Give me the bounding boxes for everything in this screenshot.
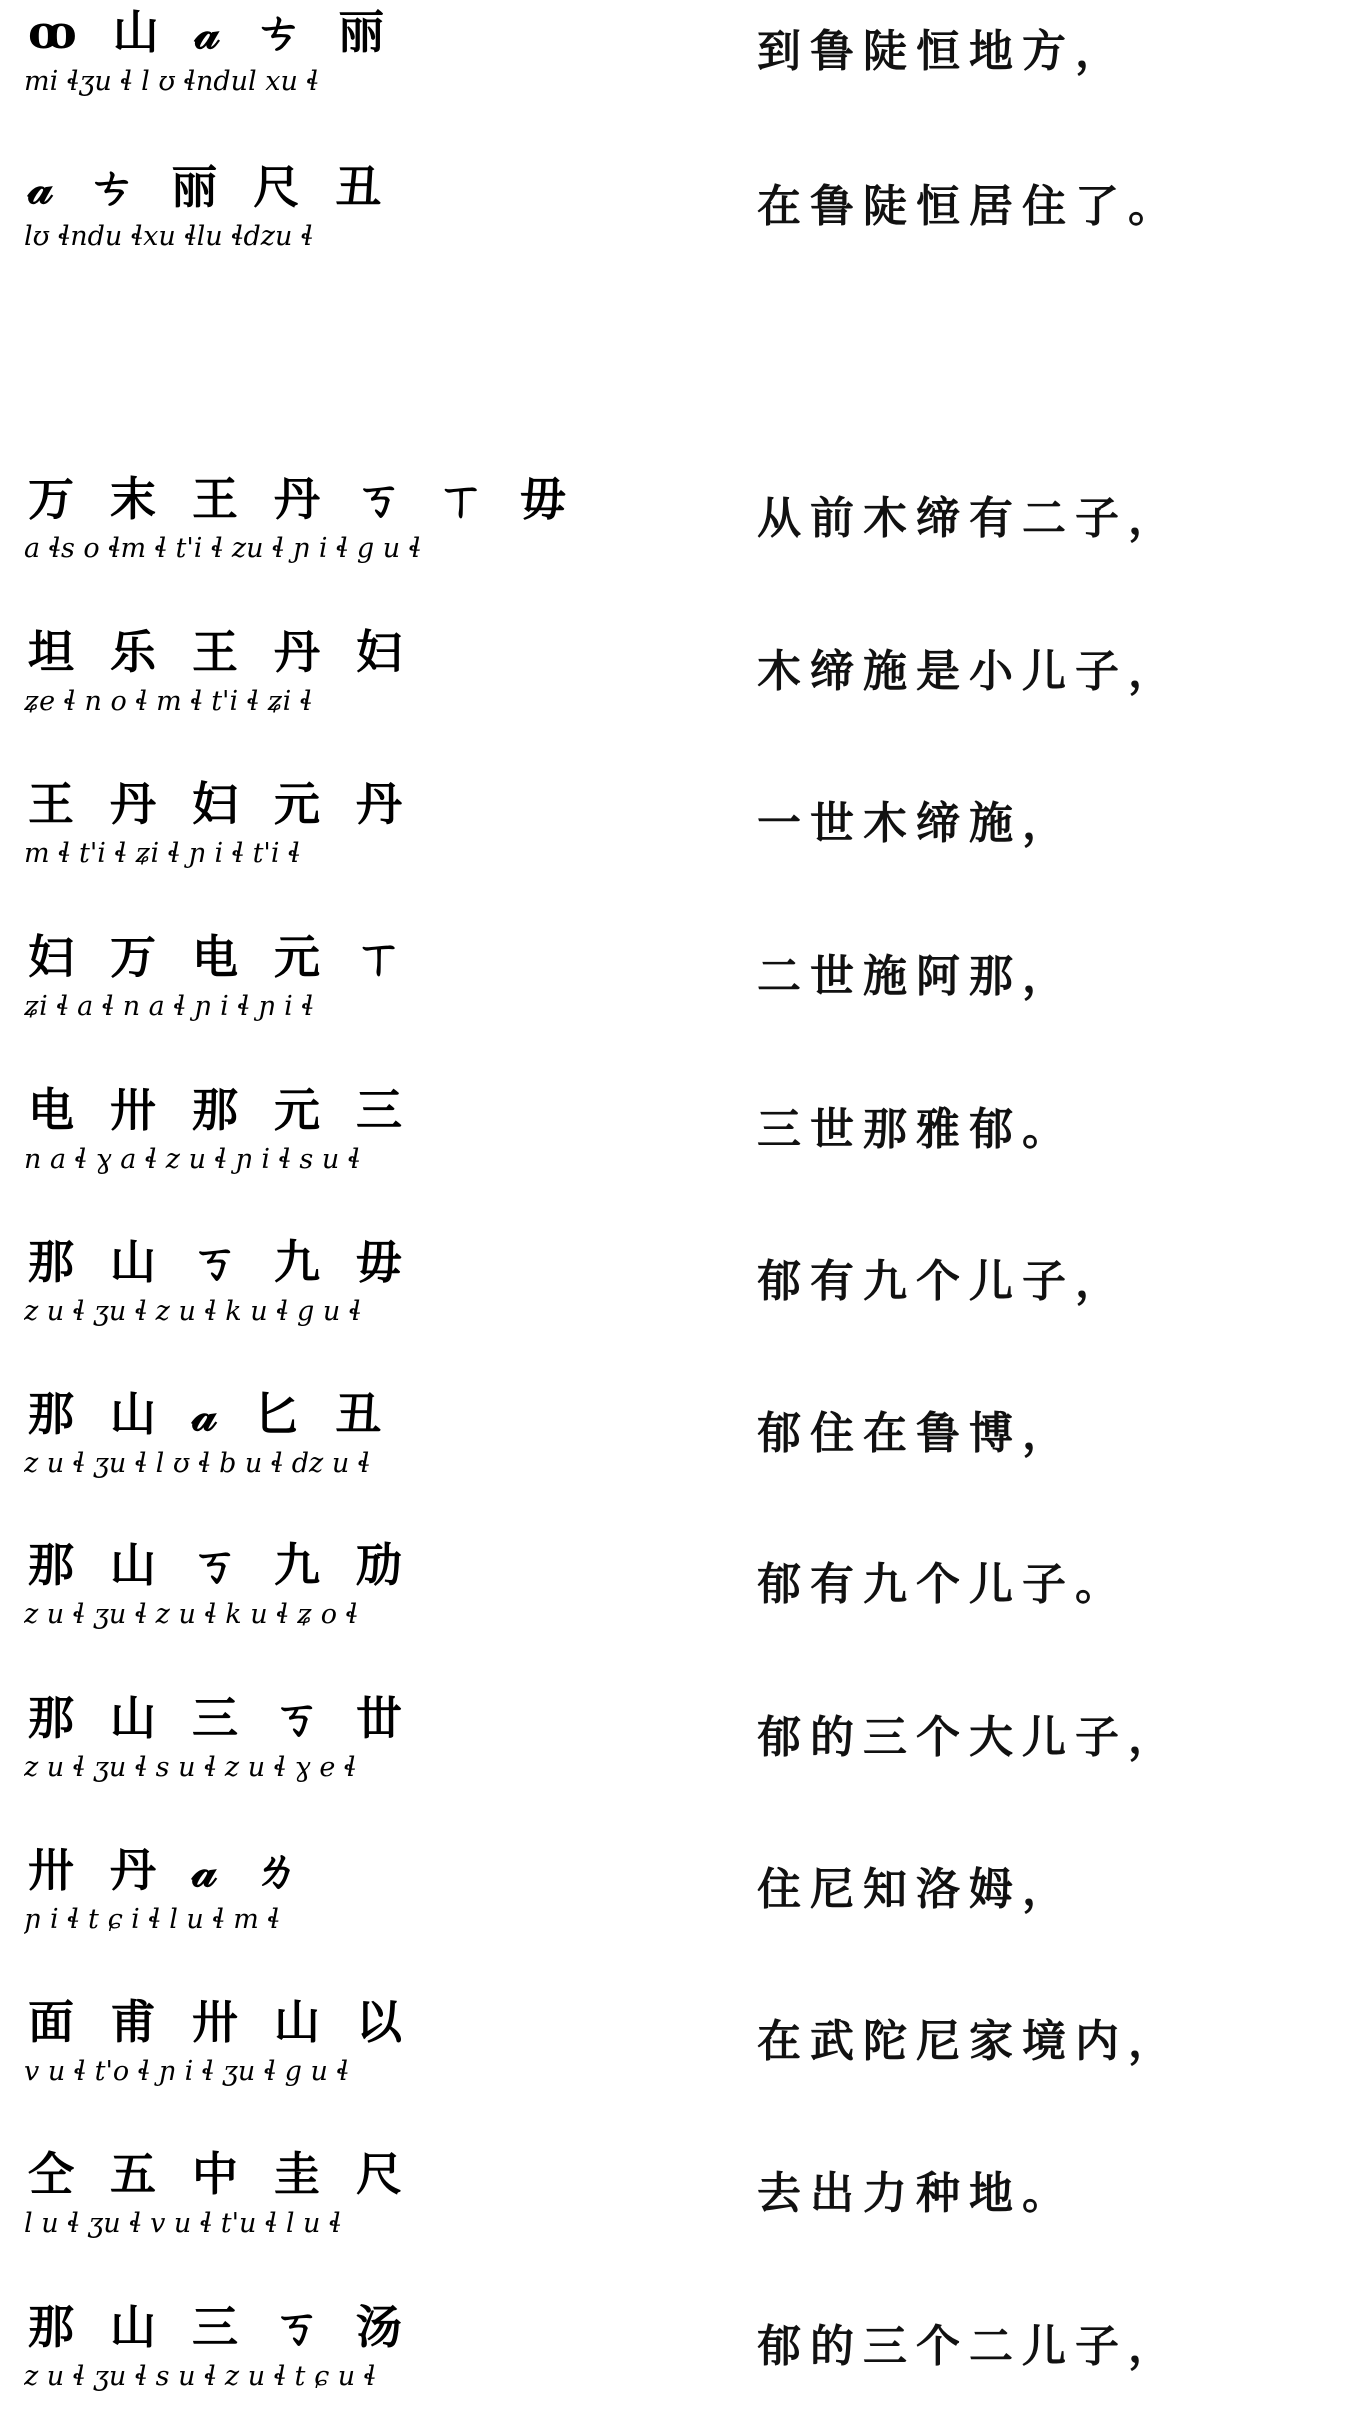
chinese-translation: 去出力种地。 <box>757 2168 1075 2219</box>
text-line <box>0 2295 1359 2435</box>
yi-script-glyphs: ꝏ 山 𝒶 ㄘ 丽 <box>28 5 395 59</box>
yi-script-glyphs: 那 山 ㄎ 九 毋 <box>28 1235 413 1289</box>
chinese-translation: 郁有九个儿子， <box>757 1256 1128 1307</box>
phonetic-transcription: z u ɬ ʒu ɬ s u ɬ z u ɬ ɣ e ɬ <box>24 1752 357 1783</box>
yi-script-glyphs: 卅 丹 𝒶 ㄌ <box>28 1843 310 1897</box>
chinese-translation: 郁的三个二儿子， <box>757 2321 1181 2372</box>
yi-script-glyphs: 那 山 三 ㄎ 丗 <box>28 1691 413 1745</box>
chinese-translation: 木缔施是小儿子， <box>757 646 1181 697</box>
text-line <box>0 1078 1359 1218</box>
text-line <box>0 925 1359 1065</box>
chinese-translation: 到鲁陡恒地方， <box>757 26 1128 77</box>
chinese-translation: 郁住在鲁博， <box>757 1408 1075 1459</box>
chinese-translation: 从前木缔有二子， <box>757 493 1181 544</box>
chinese-translation: 一世木缔施， <box>757 798 1075 849</box>
phonetic-transcription: ʑi ɬ a ɬ n a ɬ ɲ i ɬ ɲ i ɬ <box>24 991 314 1022</box>
yi-script-glyphs: 万 末 王 丹 ㄎ ㄒ 毋 <box>28 472 577 526</box>
text-line <box>0 772 1359 912</box>
phonetic-transcription: lʊ ɬndu ɬxu ɬlu ɬdzu ɬ <box>24 221 314 252</box>
phonetic-transcription: z u ɬ ʒu ɬ z u ɬ k u ɬ g u ɬ <box>24 1296 362 1327</box>
yi-script-glyphs: 王 丹 妇 元 丹 <box>28 777 413 831</box>
yi-script-glyphs: 仝 五 中 圭 尺 <box>28 2147 413 2201</box>
chinese-translation: 二世施阿那， <box>757 951 1075 1002</box>
phonetic-transcription: l u ɬ ʒu ɬ v u ɬ t'u ɬ l u ɬ <box>24 2208 342 2239</box>
phonetic-transcription: z u ɬ ʒu ɬ l ʊ ɬ b u ɬ dz u ɬ <box>24 1448 371 1479</box>
text-line <box>0 1990 1359 2130</box>
phonetic-transcription: a ɬs o ɬm ɬ t'i ɬ zu ɬ ɲ i ɬ g u ɬ <box>24 533 421 564</box>
text-line <box>0 2142 1359 2282</box>
chinese-translation: 三世那雅郁。 <box>757 1104 1075 1155</box>
yi-script-glyphs: 那 山 ㄎ 九 劢 <box>28 1538 413 1592</box>
phonetic-transcription: v u ɬ t'o ɬ ɲ i ɬ ʒu ɬ g u ɬ <box>24 2056 349 2087</box>
text-line <box>0 467 1359 607</box>
text-line <box>0 0 1359 140</box>
yi-script-glyphs: 𝒶 ㄘ 丽 尺 丑 <box>28 160 392 214</box>
text-line <box>0 620 1359 760</box>
yi-script-glyphs: 那 山 三 ㄎ 汤 <box>28 2300 413 2354</box>
phonetic-transcription: m ɬ t'i ɬ ʑi ɬ ɲ i ɬ t'i ɬ <box>24 838 301 869</box>
text-line <box>0 1230 1359 1370</box>
chinese-translation: 郁有九个儿子。 <box>757 1559 1128 1610</box>
chinese-translation: 在鲁陡恒居住了。 <box>757 181 1181 232</box>
text-line <box>0 1533 1359 1673</box>
text-line <box>0 1838 1359 1978</box>
phonetic-transcription: ɲ i ɬ t ɕ i ɬ l u ɬ m ɬ <box>24 1904 280 1935</box>
yi-script-glyphs: 面 甫 卅 山 以 <box>28 1995 413 2049</box>
chinese-translation: 郁的三个大儿子， <box>757 1712 1181 1763</box>
phonetic-transcription: n a ɬ ɣ a ɬ z u ɬ ɲ i ɬ s u ɬ <box>24 1144 361 1175</box>
phonetic-transcription: z u ɬ ʒu ɬ s u ɬ z u ɬ t ɕ u ɬ <box>24 2361 376 2392</box>
chinese-translation: 在武陀尼家境内， <box>757 2016 1181 2067</box>
yi-script-glyphs: 坦 乐 王 丹 妇 <box>28 625 413 679</box>
chinese-translation: 住尼知洛姆， <box>757 1864 1075 1915</box>
text-line <box>0 155 1359 295</box>
yi-script-glyphs: 妇 万 电 元 ㄒ <box>28 930 413 984</box>
yi-script-glyphs: 那 山 𝒶 匕 丑 <box>28 1387 392 1441</box>
phonetic-transcription: z u ɬ ʒu ɬ z u ɬ k u ɬ ʑ o ɬ <box>24 1599 358 1630</box>
text-line <box>0 1686 1359 1826</box>
text-line <box>0 1382 1359 1522</box>
yi-script-glyphs: 电 卅 那 元 三 <box>28 1083 413 1137</box>
phonetic-transcription: ʑe ɬ n o ɬ m ɬ t'i ɬ ʑi ɬ <box>24 686 313 717</box>
phonetic-transcription: mi ɬʒu ɬ l ʊ ɬndul xu ɬ <box>24 66 319 97</box>
